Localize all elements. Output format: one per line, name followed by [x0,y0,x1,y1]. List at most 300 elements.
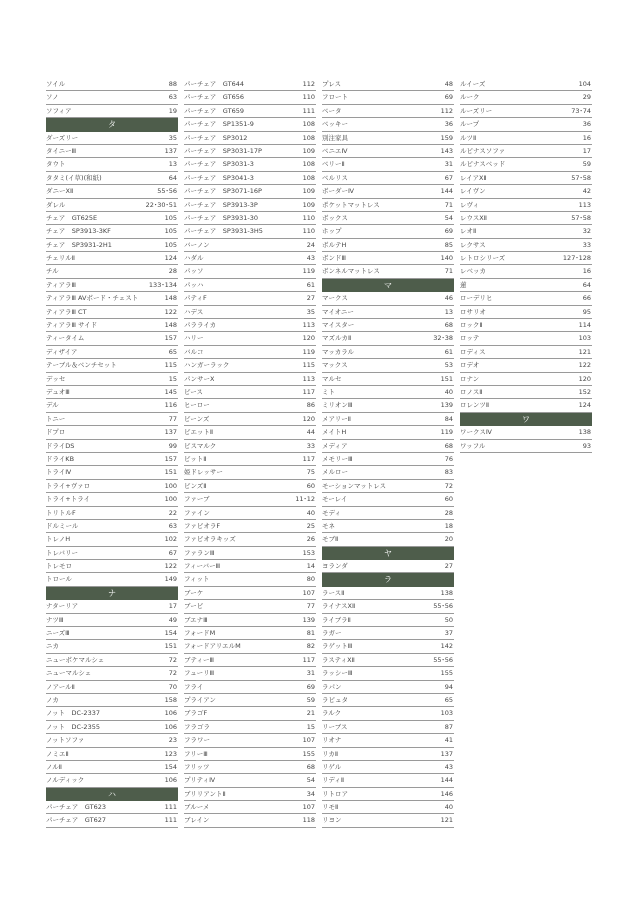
index-entry [460,426,592,439]
entry-name: レベッカ [460,267,486,276]
entry-page-number: 84 [444,414,453,423]
index-entry [184,252,316,265]
index-entry [46,105,178,118]
index-entry [184,332,316,345]
index-entry [184,520,316,533]
entry-name: チル [46,267,59,276]
entry-page-number: 102 [164,535,177,544]
entry-page-number: 114 [578,321,591,330]
index-entry [184,560,316,573]
index-entry [46,748,178,761]
entry-page-number: 117 [302,454,315,463]
index-entry [460,158,592,171]
entry-name: ヨランダ [322,562,348,571]
index-entry [46,386,178,399]
index-entry [184,493,316,506]
entry-page-number: 81 [306,629,315,638]
entry-page-number: 25 [306,521,315,530]
index-entry [322,292,454,305]
entry-page-number: 33 [582,240,591,249]
entry-name: ルーク [460,93,480,102]
index-entry [184,614,316,627]
index-entry [46,292,178,305]
index-entry [46,359,178,372]
entry-page-number: 17 [168,602,177,611]
entry-name: ピース [184,387,203,396]
entry-name: ブービ [184,602,204,611]
entry-name: チェア SP3913-3KF [46,227,111,236]
entry-page-number: 13 [444,307,453,316]
entry-page-number: 120 [578,374,591,383]
entry-page-number: 153 [302,548,315,557]
index-entry [46,520,178,533]
entry-name: ノルディック [46,776,85,785]
index-entry [46,265,178,278]
entry-name: パーチェア GT659 [184,106,244,115]
entry-page-number: 63 [168,93,177,102]
entry-name: ニカ [46,642,59,651]
entry-name: プライアン [184,695,216,704]
entry-name: チェア SP3931-2H1 [46,240,112,249]
entry-page-number: 41 [444,736,453,745]
index-entry [184,145,316,158]
index-entry [460,399,592,412]
entry-page-number: 142 [440,642,453,651]
entry-name: 蓮 [460,280,467,289]
entry-page-number: 63 [168,521,177,530]
entry-page-number: 72 [444,481,453,490]
index-entry [184,721,316,734]
entry-name: ノット DC-2337 [46,709,100,718]
entry-name: メイトH [322,428,347,437]
index-entry [184,507,316,520]
index-entry [460,172,592,185]
entry-name: ブラゴF [184,709,208,718]
index-entry [322,212,454,225]
index-entry [184,413,316,426]
entry-page-number: 65 [444,695,453,704]
index-entry [184,306,316,319]
entry-page-number: 121 [440,816,453,825]
index-entry [46,560,178,573]
entry-name: ハリー [184,334,204,343]
entry-name: ハンガーラック [184,361,230,370]
entry-page-number: 95 [582,307,591,316]
entry-name: ファビオラキッズ [184,535,236,544]
entry-page-number: 111 [302,106,315,115]
entry-name: トライ+ヴァロ [46,481,91,490]
index-entry [322,748,454,761]
entry-page-number: 60 [306,481,315,490]
entry-page-number: 59 [582,160,591,169]
entry-name: ワッフル [460,441,486,450]
entry-page-number: 115 [302,361,315,370]
entry-page-number: 31 [444,160,453,169]
entry-name: フリッツ [184,762,210,771]
entry-name: ロデオ [460,361,480,370]
entry-page-number: 94 [444,682,453,691]
entry-page-number: 77 [168,414,177,423]
index-entry [322,560,454,573]
entry-page-number: 144 [440,776,453,785]
index-entry [46,694,178,707]
index-entry [322,761,454,774]
index-entry [184,132,316,145]
entry-name: ロディス [460,347,486,356]
entry-name: ルピナスソファ [460,146,506,155]
entry-name: テーブル＆ベンチセット [46,361,117,370]
index-entry [460,386,592,399]
entry-name: ドルミール [46,521,79,530]
index-entry [322,774,454,787]
index-entry [322,105,454,118]
entry-page-number: 22 [168,508,177,517]
entry-page-number: 77 [306,602,315,611]
index-entry [46,493,178,506]
entry-name: パッハ [184,280,204,289]
index-entry [46,279,178,292]
index-entry [46,239,178,252]
entry-name: ピットⅡ [184,454,207,463]
index-entry [46,346,178,359]
entry-page-number: 113 [302,374,315,383]
entry-name: プリティⅣ [184,776,216,785]
entry-name: フォードアリエルM [184,642,241,651]
entry-name: フライ [184,682,204,691]
entry-name: トリトルF [46,508,76,517]
entry-name: ソノ [46,93,59,102]
index-entry [322,814,454,827]
index-entry [184,373,316,386]
entry-name: モーレイ [322,495,348,504]
entry-page-number: 122 [164,562,177,571]
entry-page-number: 108 [302,173,315,182]
entry-page-number: 13 [168,160,177,169]
index-entry [184,573,316,586]
index-entry [322,373,454,386]
entry-page-number: 50 [444,615,453,624]
entry-page-number: 151 [164,468,177,477]
entry-name: リトロア [322,789,348,798]
entry-page-number: 85 [444,240,453,249]
entry-page-number: 99 [168,441,177,450]
index-entry [460,440,592,453]
entry-page-number: 67 [168,548,177,557]
entry-page-number: 70 [168,682,177,691]
entry-page-number: 40 [306,508,315,517]
entry-name: ノットソファ [46,736,85,745]
entry-name: ブーケ [184,588,204,597]
index-entry [322,721,454,734]
entry-page-number: 124 [578,401,591,410]
index-entry [184,265,316,278]
entry-page-number: 82 [306,642,315,651]
index-entry [184,761,316,774]
index-entry [322,533,454,546]
entry-page-number: 119 [302,347,315,356]
entry-page-number: 88 [168,80,177,88]
entry-page-number: 71 [444,200,453,209]
entry-name: ダニーXⅡ [46,187,74,196]
entry-page-number: 33 [306,441,315,450]
index-entry [322,252,454,265]
entry-page-number: 100 [164,495,177,504]
entry-name: ボックス [322,213,348,222]
entry-name: ブエナⅢ [184,615,208,624]
entry-page-number: 43 [306,254,315,263]
entry-page-number: 106 [164,709,177,718]
index-entry [460,78,592,91]
entry-name: ピーンズ [184,414,210,423]
index-entry [184,587,316,600]
entry-page-number: 117 [302,655,315,664]
entry-page-number: 140 [440,254,453,263]
index-entry [46,158,178,171]
entry-name: ヒーロー [184,401,210,410]
index-entry [184,212,316,225]
entry-name: パーチェア SP3931-30 [184,213,259,222]
entry-name: リモⅡ [322,803,339,812]
entry-page-number: 23 [168,736,177,745]
entry-name: ラッシーⅢ [322,669,353,678]
entry-page-number: 55･56 [157,187,177,196]
index-entry [46,145,178,158]
entry-page-number: 108 [302,133,315,142]
index-entry [322,185,454,198]
entry-page-number: 27 [444,562,453,571]
entry-name: フューリⅢ [184,669,215,678]
entry-page-number: 116 [164,401,177,410]
entry-page-number: 115 [164,361,177,370]
entry-name: レウスXⅡ [460,213,487,222]
entry-name: パーチェア SP3031-3 [184,160,254,169]
entry-page-number: 152 [578,387,591,396]
index-entry [322,265,454,278]
index-entry [46,78,178,91]
entry-page-number: 138 [578,428,591,437]
index-entry [184,440,316,453]
entry-name: ピンズⅡ [184,481,207,490]
entry-name: トライⅣ [46,468,72,477]
entry-page-number: 22･30･51 [145,200,177,209]
index-entry [460,319,592,332]
section-header: マ [322,279,454,292]
entry-page-number: 148 [164,321,177,330]
entry-page-number: 157 [164,454,177,463]
entry-name: トライ+トライ [46,495,91,504]
entry-page-number: 40 [444,803,453,812]
entry-name: ドライKB [46,454,75,463]
entry-page-number: 107 [302,588,315,597]
index-entry [322,627,454,640]
entry-name: パーチェア GT627 [46,816,106,825]
entry-name: ダーズリー [46,133,79,142]
index-entry [322,78,454,91]
entry-name: ルイーズ [460,80,486,88]
entry-name: ファイン [184,508,210,517]
entry-page-number: 111 [164,803,177,812]
index-entry [460,132,592,145]
index-entry [184,681,316,694]
entry-page-number: 68 [444,321,453,330]
entry-name: メディア [322,441,348,450]
index-entry [184,386,316,399]
entry-name: フロート [322,93,348,102]
index-entry [322,480,454,493]
entry-name: ボーダーⅣ [322,187,354,196]
entry-name: ロナン [460,374,480,383]
entry-page-number: 69 [444,93,453,102]
entry-page-number: 76 [444,454,453,463]
section-header: ナ [46,587,178,600]
entry-page-number: 68 [306,762,315,771]
index-entry [460,346,592,359]
entry-name: パーチェア SP3041-3 [184,173,254,182]
entry-name: ノット DC-2355 [46,722,100,731]
entry-page-number: 64 [168,173,177,182]
entry-name: モネ [322,521,335,530]
entry-page-number: 155 [302,749,315,758]
index-entry [322,520,454,533]
entry-page-number: 143 [440,146,453,155]
index-entry [46,252,178,265]
entry-page-number: 72 [168,669,177,678]
entry-name: リーブス [322,722,348,731]
index-entry [46,440,178,453]
section-header: ラ [322,573,454,586]
entry-name: パーチェア GT623 [46,803,106,812]
index-entry [46,801,178,814]
index-entry [46,480,178,493]
entry-name: ルツⅡ [460,133,477,142]
entry-name: フリーⅢ [184,749,208,758]
entry-name: レヴィ [460,200,480,209]
entry-name: メモリーⅢ [322,454,353,463]
entry-name: ボンネルマットレス [322,267,380,276]
entry-name: ベニエⅣ [322,146,348,155]
index-entry [184,480,316,493]
entry-page-number: 17 [582,146,591,155]
index-entry [322,386,454,399]
entry-name: ライナスXⅡ [322,602,356,611]
entry-page-number: 139 [302,615,315,624]
index-entry [184,734,316,747]
entry-name: ラゲットⅢ [322,642,353,651]
index-entry [46,466,178,479]
index-entry [322,614,454,627]
entry-page-number: 109 [302,200,315,209]
entry-name: ボンドⅢ [322,254,346,263]
entry-name: ロッテ [460,334,480,343]
entry-page-number: 145 [164,387,177,396]
index-entry [46,533,178,546]
index-entry [460,212,592,225]
entry-name: 姫ドレッサー [184,468,223,477]
section-header: ヤ [322,547,454,560]
index-entry [184,533,316,546]
entry-page-number: 61 [306,280,315,289]
index-entry [184,199,316,212]
index-entry [322,426,454,439]
index-entry [46,373,178,386]
entry-page-number: 61 [444,347,453,356]
entry-name: ロサリオ [460,307,486,316]
entry-page-number: 148 [164,294,177,303]
entry-page-number: 133･134 [148,280,177,289]
entry-name: レイアXⅡ [460,173,487,182]
entry-name: マルセ [322,374,342,383]
entry-page-number: 139 [440,401,453,410]
entry-name: ハダル [184,254,204,263]
entry-name: ファランⅢ [184,548,215,557]
entry-name: ティアラⅢ サイド [46,321,98,330]
entry-page-number: 72 [168,655,177,664]
entry-page-number: 73･74 [571,106,591,115]
index-column-2 [184,78,316,828]
entry-page-number: 149 [164,575,177,584]
index-entry [184,547,316,560]
entry-name: ブリリアントⅡ [184,789,226,798]
index-entry [322,172,454,185]
entry-page-number: 120 [302,334,315,343]
index-entry [460,199,592,212]
entry-name: ティータイム [46,334,85,343]
index-entry [460,252,592,265]
entry-page-number: 68 [444,441,453,450]
entry-page-number: 107 [302,803,315,812]
entry-page-number: 24 [306,240,315,249]
entry-page-number: 117 [302,387,315,396]
entry-name: プレス [322,80,342,88]
index-entry [46,547,178,560]
entry-name: ロノスⅡ [460,387,483,396]
entry-name: タイニーⅢ [46,146,77,155]
index-entry [460,239,592,252]
index-entry [184,788,316,801]
entry-name: ティアラⅢ CT [46,307,87,316]
entry-page-number: 112 [302,80,315,88]
entry-page-number: 49 [168,615,177,624]
entry-name: ラスティXⅡ [322,655,355,664]
index-entry [46,172,178,185]
entry-page-number: 59 [306,695,315,704]
entry-name: ベータ [322,106,342,115]
index-entry [184,185,316,198]
entry-page-number: 146 [440,789,453,798]
entry-name: パーチェア SP3031-17P [184,146,262,155]
entry-page-number: 83 [444,468,453,477]
index-entry [322,239,454,252]
entry-name: パーチェア SP1351-9 [184,120,254,129]
entry-page-number: 120 [302,414,315,423]
entry-page-number: 113 [302,321,315,330]
entry-name: トニー [46,414,66,423]
index-entry [322,332,454,345]
entry-name: ロックⅡ [460,321,483,330]
index-entry [322,667,454,680]
entry-name: パーチェア SP3012 [184,133,248,142]
entry-page-number: 107 [302,736,315,745]
entry-name: ブルーメ [184,803,210,812]
entry-name: ノルⅡ [46,762,62,771]
entry-name: マズルカⅡ [322,334,352,343]
entry-page-number: 31 [306,669,315,678]
index-entry [184,158,316,171]
entry-name: トレノH [46,535,71,544]
entry-name: ソイル [46,80,66,88]
index-entry [46,600,178,613]
index-entry [460,306,592,319]
